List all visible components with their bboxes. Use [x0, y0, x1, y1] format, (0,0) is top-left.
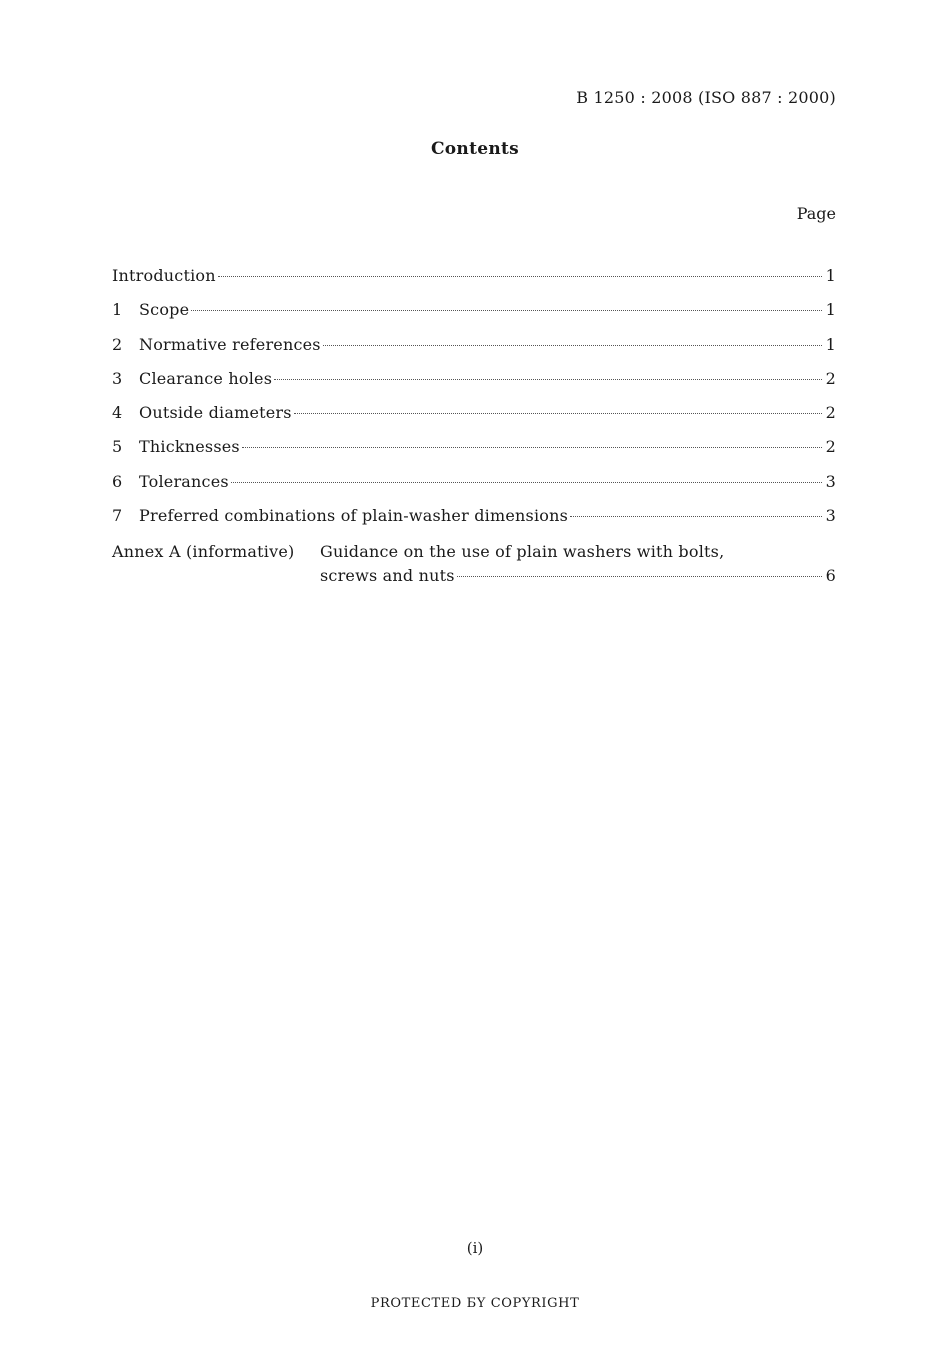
- annex-title-line2: screws and nuts: [320, 566, 455, 586]
- toc-entry-label: Normative references: [139, 334, 321, 354]
- toc-entry-annex-a[interactable]: [112, 542, 836, 590]
- dot-leader: [191, 310, 822, 311]
- toc-entry-page: 2: [825, 403, 836, 423]
- toc-entry-preferred-combinations[interactable]: [112, 506, 836, 540]
- footer-copyright: PROTECTED БY COPYRIGHT: [370, 1296, 580, 1311]
- toc-entry-introduction[interactable]: [112, 266, 836, 300]
- toc-entry-normative-references[interactable]: [112, 335, 836, 369]
- toc-entry-tolerances[interactable]: [112, 472, 836, 506]
- dot-leader: [323, 345, 822, 346]
- toc-entry-page: 3: [825, 506, 836, 526]
- dot-leader: [218, 276, 822, 277]
- toc-entry-label: Scope: [139, 300, 190, 320]
- page-column-heading: Page: [796, 204, 836, 223]
- toc-entry-outside-diameters[interactable]: [112, 403, 836, 437]
- footer-page-number: (i): [466, 1239, 484, 1257]
- toc-entry-page: 6: [825, 566, 836, 586]
- dot-leader: [294, 413, 822, 414]
- toc-entry-page: 1: [825, 334, 836, 354]
- toc-entry-thicknesses[interactable]: [112, 437, 836, 471]
- toc-entry-number: 2: [112, 334, 123, 354]
- toc-entry-number: 3: [112, 368, 123, 388]
- toc-entry-label: Thicknesses: [139, 437, 240, 457]
- toc-entry-page: 2: [825, 368, 836, 388]
- dot-leader: [274, 379, 822, 380]
- toc-entry-label: Clearance holes: [139, 368, 273, 388]
- toc-entry-label: Preferred combinations of plain-washer dimensions: [139, 506, 569, 526]
- document-id: B 1250 : 2008 (ISO 887 : 2000): [576, 88, 836, 107]
- toc-entry-label: Outside diameters: [139, 403, 292, 423]
- dot-leader: [570, 516, 822, 517]
- toc-entry-number: 4: [112, 403, 123, 423]
- contents-title: Contents: [430, 139, 520, 159]
- toc-entry-scope[interactable]: [112, 300, 836, 334]
- toc-entry-number: 1: [112, 300, 123, 320]
- dot-leader: [231, 482, 822, 483]
- toc-entry-number: 6: [112, 471, 123, 491]
- toc-entry-number: 7: [112, 506, 123, 526]
- toc-entry-page: 3: [825, 471, 836, 491]
- annex-prefix: Annex A (informative): [112, 542, 295, 562]
- toc-entry-label: Tolerances: [139, 471, 229, 491]
- dot-leader: [457, 576, 822, 577]
- dot-leader: [242, 447, 822, 448]
- toc-entry-number: 5: [112, 437, 123, 457]
- table-of-contents: [112, 266, 836, 590]
- toc-entry-page: 2: [825, 437, 836, 457]
- annex-title-line1: Guidance on the use of plain washers with bolts,: [320, 542, 725, 562]
- toc-entry-page: 1: [825, 266, 836, 285]
- toc-entry-clearance-holes[interactable]: [112, 369, 836, 403]
- toc-entry-page: 1: [825, 300, 836, 320]
- toc-entry-label: Introduction: [112, 266, 216, 285]
